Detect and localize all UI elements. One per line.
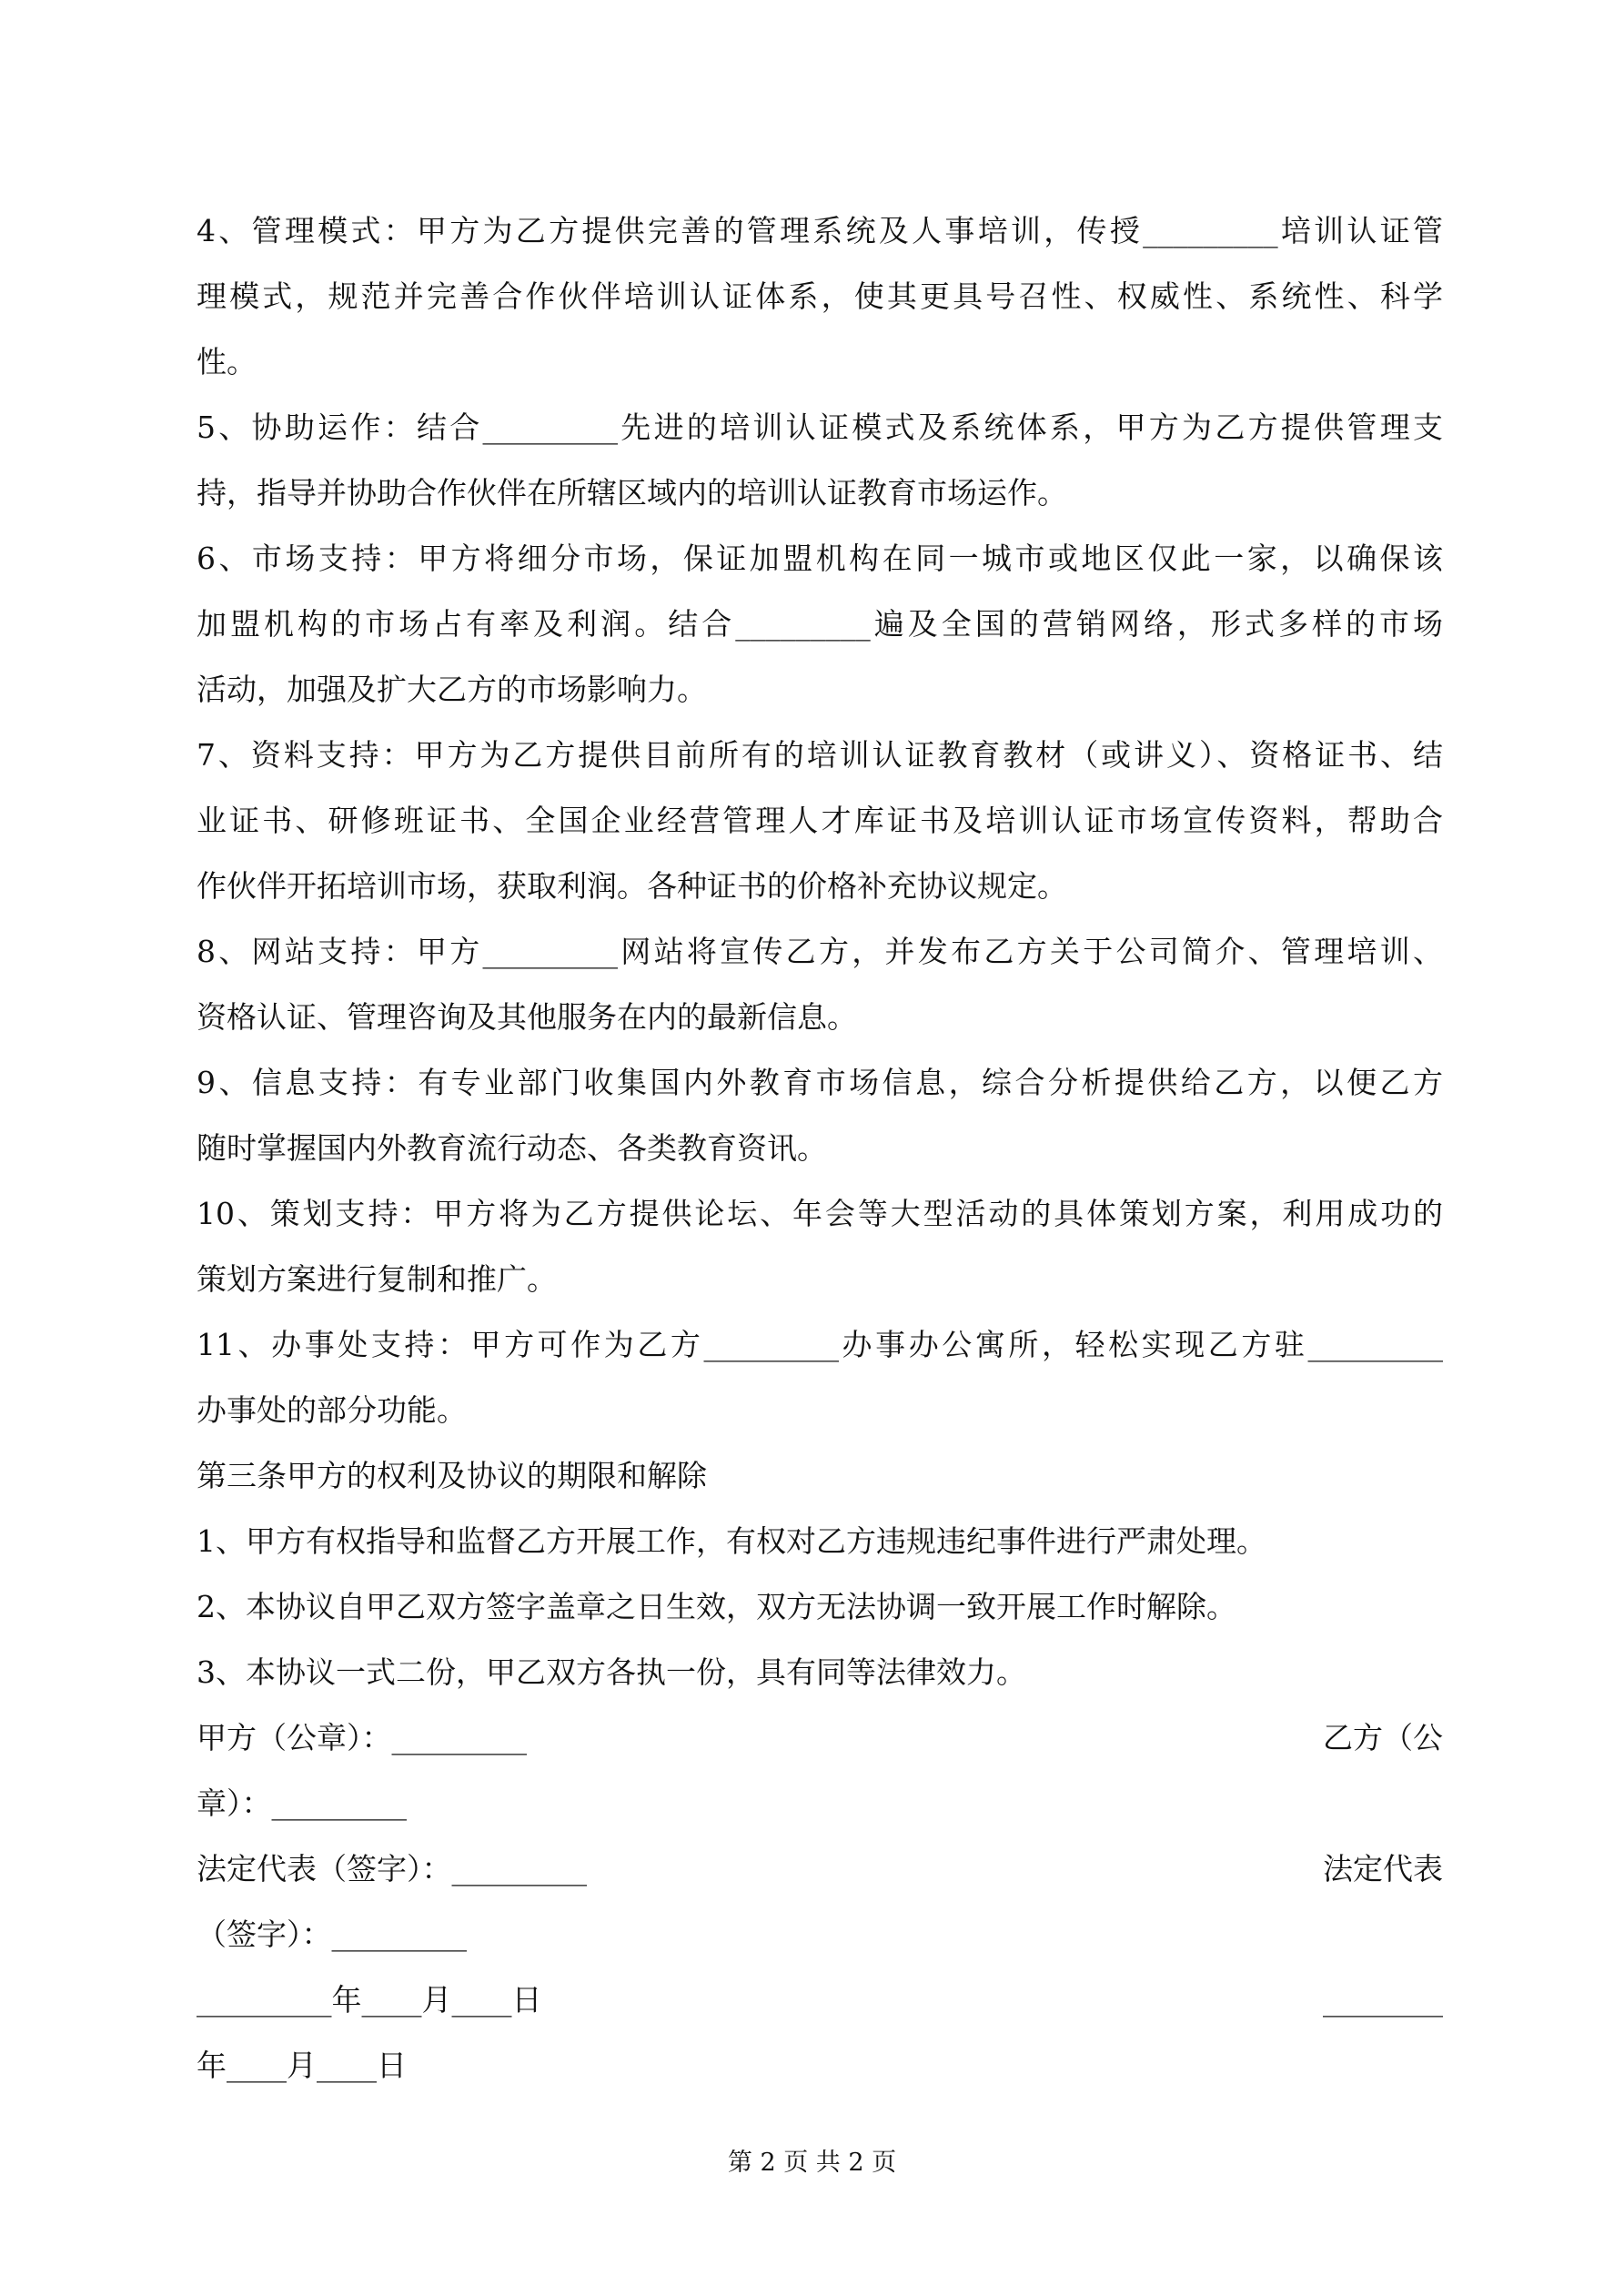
party-a-date: _________年____月____日 <box>197 1982 542 2018</box>
party-b-representative-start: 法定代表 <box>1323 1851 1443 1886</box>
paragraph-line: 4、管理模式：甲方为乙方提供完善的管理系统及人事培训，传授_________培训认证管 <box>197 213 1443 248</box>
party-b-date-end: 年____月____日 <box>197 2048 407 2083</box>
paragraph-line: 作伙伴开拓培训市场，获取利润。各种证书的价格补充协议规定。 <box>197 868 1067 904</box>
party-a-seal: 甲方（公章）：_________ <box>197 1720 527 1755</box>
paragraph-line: 办事处的部分功能。 <box>197 1392 467 1428</box>
paragraph-line: 策划方案进行复制和推广。 <box>197 1261 557 1297</box>
paragraph-line: 活动，加强及扩大乙方的市场影响力。 <box>197 672 707 707</box>
paragraph-line: 2、本协议自甲乙双方签字盖章之日生效，双方无法协调一致开展工作时解除。 <box>197 1589 1236 1624</box>
paragraph-line: 5、协助运作：结合_________先进的培训认证模式及系统体系，甲方为乙方提供管理支 <box>197 410 1443 445</box>
section-heading: 第三条甲方的权利及协议的期限和解除 <box>197 1458 707 1493</box>
party-b-date-start: ________ <box>1323 1982 1443 2018</box>
paragraph-line: 7、资料支持：甲方为乙方提供目前所有的培训认证教育教材（或讲义）、资格证书、结 <box>197 737 1443 773</box>
paragraph-line: 6、市场支持：甲方将细分市场，保证加盟机构在同一城市或地区仅此一家，以确保该 <box>197 541 1443 576</box>
page-number: 第 2 页 共 2 页 <box>727 2149 897 2177</box>
paragraph-line: 加盟机构的市场占有率及利润。结合_________遍及全国的营销网络，形式多样的市场 <box>197 606 1443 642</box>
paragraph-line: 理模式，规范并完善合作伙伴培训认证体系，使其更具号召性、权威性、系统性、科学 <box>197 278 1443 314</box>
paragraph-line: 随时掌握国内外教育流行动态、各类教育资讯。 <box>197 1130 827 1166</box>
party-b-representative-end: （签字）：_________ <box>197 1917 467 1952</box>
paragraph-line: 1、甲方有权指导和监督乙方开展工作，有权对乙方违规违纪事件进行严肃处理。 <box>197 1523 1266 1559</box>
paragraph-line: 10、策划支持：甲方将为乙方提供论坛、年会等大型活动的具体策划方案，利用成功的 <box>197 1196 1443 1231</box>
paragraph-line: 9、信息支持：有专业部门收集国内外教育市场信息，综合分析提供给乙方，以便乙方 <box>197 1065 1443 1100</box>
paragraph-line: 3、本协议一式二份，甲乙双方各执一份，具有同等法律效力。 <box>197 1654 1026 1690</box>
paragraph-line: 业证书、研修班证书、全国企业经营管理人才库证书及培训认证市场宣传资料，帮助合 <box>197 803 1443 838</box>
paragraph-line: 持，指导并协助合作伙伴在所辖区域内的培训认证教育市场运作。 <box>197 475 1067 511</box>
party-b-seal-end: 章）：_________ <box>197 1785 407 1821</box>
paragraph-line: 性。 <box>197 344 257 379</box>
paragraph-line: 8、网站支持：甲方_________网站将宣传乙方，并发布乙方关于公司简介、管理培训、 <box>197 934 1443 969</box>
paragraph-line: 资格认证、管理咨询及其他服务在内的最新信息。 <box>197 999 857 1035</box>
party-a-representative: 法定代表（签字）：_________ <box>197 1851 587 1886</box>
paragraph-line: 11、办事处支持：甲方可作为乙方_________办事办公寓所，轻松实现乙方驻_________ <box>197 1327 1443 1362</box>
party-b-seal-start: 乙方（公 <box>1323 1720 1443 1755</box>
